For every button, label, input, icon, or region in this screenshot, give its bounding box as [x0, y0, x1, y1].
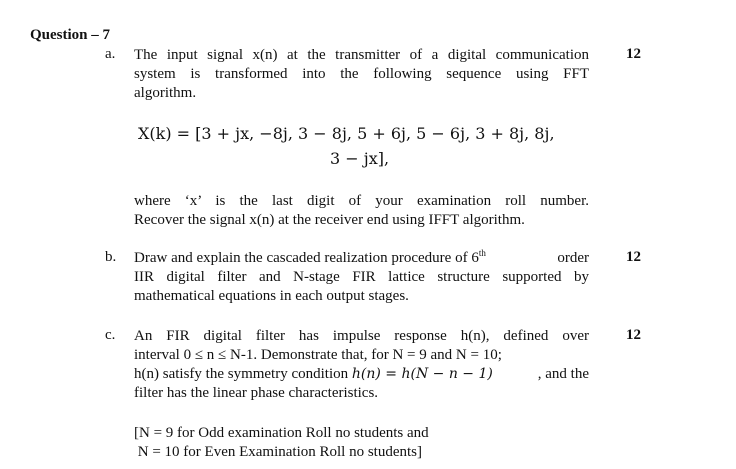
part-b-marks: 12 [626, 249, 641, 265]
part-b-line-1-main [134, 249, 486, 268]
part-c-note-line-1: [N = 9 for Odd examination Roll no students and [134, 425, 429, 441]
part-c-line-2: interval 0 ≤ n ≤ N-1. Demonstrate that, for N = 9 and N = 10; [134, 347, 502, 363]
part-c-text [134, 327, 589, 403]
part-b-line-1 [134, 249, 589, 268]
symmetry-condition: h(n) = h(N − n − 1) [351, 366, 493, 382]
part-c-note [134, 424, 589, 462]
part-a-outro-line-1: where ‘x’ is the last digit of your examination roll number. [134, 193, 589, 209]
part-c-line-3-main [134, 365, 493, 384]
dft-equation-line-2: 3 − jx], [330, 149, 390, 168]
part-b-line-1-pre: Draw and explain the cascaded realization procedure of 6 [134, 250, 479, 266]
part-a-letter: a. [105, 46, 116, 62]
part-a-outro-line-2: Recover the signal x(n) at the receiver end using IFFT algorithm. [134, 212, 525, 228]
part-b-line-1-post: order [557, 250, 589, 266]
part-a-outro [134, 192, 589, 230]
part-c-line-3-pre: h(n) satisfy the symmetry condition [134, 366, 352, 382]
part-c-line-3 [134, 365, 589, 384]
dft-equation-line-1: X(k) = [3 + jx, −8j, 3 − 8j, 5 + 6j, 5 − 6j, 3 + 8j, 8j, [138, 124, 555, 143]
part-c-note-line-2: N = 10 for Even Examination Roll no students] [134, 444, 423, 460]
part-b-text [134, 249, 589, 306]
ordinal-suffix: th [478, 248, 486, 258]
part-c-line-1: An FIR digital filter has impulse response h(n), defined over [134, 328, 589, 344]
part-c-letter: c. [105, 327, 116, 343]
part-a-intro-line-2: system is transformed into the following sequence using FFT [134, 66, 589, 82]
part-c-line-3-post: , and the [537, 366, 589, 382]
part-a-marks: 12 [626, 46, 641, 62]
part-b-line-3: mathematical equations in each output stages. [134, 288, 409, 304]
part-b-line-2: IIR digital filter and N-stage FIR lattice structure supported by [134, 269, 589, 285]
question-heading: Question – 7 [30, 27, 111, 43]
part-a-intro [134, 46, 589, 103]
part-a-intro-line-3: algorithm. [134, 85, 197, 101]
part-b-letter: b. [105, 249, 117, 265]
part-a-intro-line-1: The input signal x(n) at the transmitter of a digital communication [134, 47, 589, 63]
part-c-line-4: filter has the linear phase characteristics. [134, 385, 379, 401]
part-c-marks: 12 [626, 327, 641, 343]
